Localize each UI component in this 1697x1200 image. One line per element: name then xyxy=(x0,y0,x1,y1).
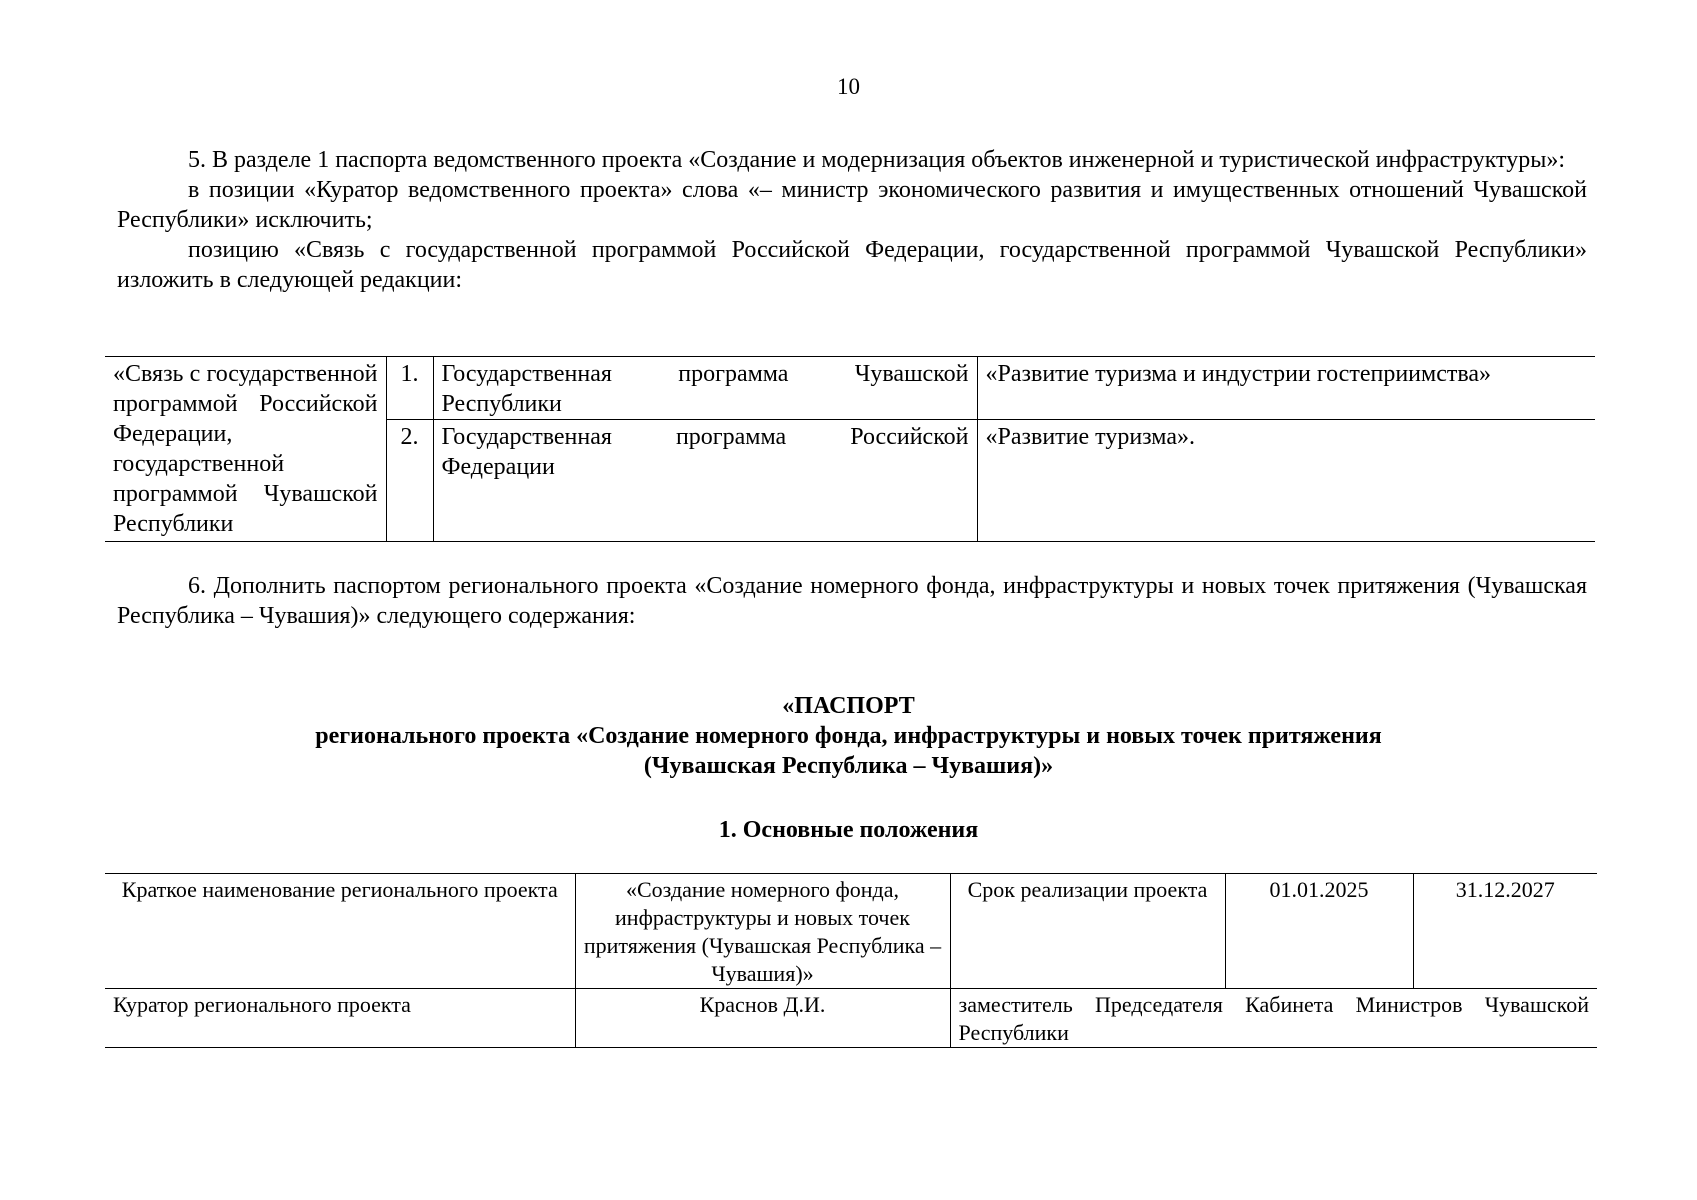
end-date: 31.12.2027 xyxy=(1413,874,1597,989)
program-type: Государственная программа Чувашской Республики xyxy=(433,357,977,420)
program-link-label: «Связь с государственной программой Российской Федерации, государственной программой Чувашской Республики xyxy=(105,357,386,542)
section-6 xyxy=(117,571,1587,631)
short-name-label: Краткое наименование регионального проекта xyxy=(105,874,575,989)
table-row xyxy=(105,874,1597,989)
short-name-value: «Создание номерного фонда, инфраструктуры и новых точек притяжения (Чувашская Республика – Чувашия)» xyxy=(575,874,950,989)
section-5 xyxy=(117,145,1587,295)
passport-subtitle-1: регионального проекта «Создание номерного фонда, инфраструктуры и новых точек притяжения xyxy=(315,723,1382,749)
program-type: Государственная программа Российской Федерации xyxy=(433,420,977,542)
section-5-line-2: в позиции «Куратор ведомственного проекта» слова «– министр экономического развития и имущественных отношений Чувашской Республики» исключить; xyxy=(117,177,1587,233)
row-number: 1. xyxy=(386,357,433,420)
passport-heading xyxy=(0,691,1697,781)
table-row xyxy=(105,357,1595,420)
curator-position: заместитель Председателя Кабинета Министров Чувашской Республики xyxy=(950,989,1597,1048)
curator-label: Куратор регионального проекта xyxy=(105,989,575,1048)
passport-subtitle-2: (Чувашская Республика – Чувашия)» xyxy=(643,753,1054,779)
page-number: 10 xyxy=(837,74,860,99)
term-label: Срок реализации проекта xyxy=(950,874,1225,989)
section-title: 1. Основные положения xyxy=(718,817,979,843)
passport-title: «ПАСПОРТ xyxy=(782,693,915,719)
program-name: «Развитие туризма и индустрии гостеприимства» xyxy=(977,357,1595,420)
row-number: 2. xyxy=(386,420,433,542)
program-link-table xyxy=(105,356,1595,542)
section-6-text: 6. Дополнить паспортом регионального проекта «Создание номерного фонда, инфраструктуры и новых точек притяжения (Чувашская Республика – Чувашия)» следующего содержания: xyxy=(117,573,1587,629)
section-5-line-1: 5. В разделе 1 паспорта ведомственного проекта «Создание и модернизация объектов инженерной и туристической инфраструктуры»: xyxy=(188,147,1565,173)
main-provisions-table xyxy=(105,873,1597,1048)
table-row xyxy=(105,989,1597,1048)
section-5-line-3: позицию «Связь с государственной программой Российской Федерации, государственной программой Чувашской Республики» изложить в следующей редакции: xyxy=(117,237,1587,293)
start-date: 01.01.2025 xyxy=(1225,874,1413,989)
curator-name: Краснов Д.И. xyxy=(575,989,950,1048)
program-name: «Развитие туризма». xyxy=(977,420,1595,542)
